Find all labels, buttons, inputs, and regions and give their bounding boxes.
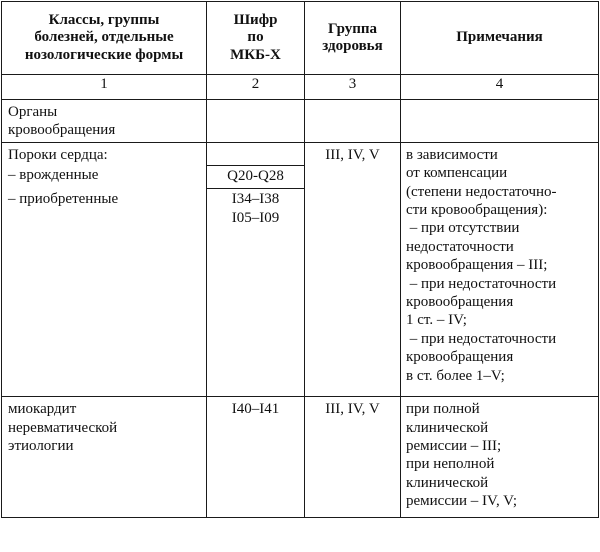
- icd-health-groups-table: [1, 1, 599, 518]
- health-groups-text: III, IV, V: [325, 146, 380, 163]
- heart-defects-notes: [401, 142, 599, 396]
- section-row: [2, 100, 599, 143]
- header-line: Шифр: [233, 11, 278, 28]
- header-row: [2, 2, 599, 75]
- heart-defects-title-text: Пороки сердца:: [8, 146, 108, 163]
- note-line: при неполной: [406, 456, 495, 473]
- section-title-cell: [2, 100, 207, 143]
- acquired-label-cell: [2, 189, 207, 397]
- note-line: – при отсутствии: [406, 220, 520, 237]
- column-number: 2: [207, 75, 305, 100]
- note-line: кровообращения – III;: [406, 257, 548, 274]
- acquired-label: – приобретенные: [8, 190, 119, 207]
- heart-defects-title: [2, 142, 207, 165]
- myocarditis-name-line: миокардит: [8, 401, 77, 418]
- note-line: 1 ст. – IV;: [406, 312, 467, 329]
- health-groups-text: III, IV, V: [325, 401, 380, 418]
- section-title-line: кровообращения: [8, 122, 116, 139]
- myocarditis-notes: [401, 397, 599, 517]
- myocarditis-health-groups: [305, 397, 401, 517]
- header-line: МКБ-Х: [230, 46, 281, 63]
- header-line: болезней, отдельные: [34, 29, 174, 46]
- column-number: 4: [401, 75, 599, 100]
- myocarditis-code-cell: [207, 397, 305, 517]
- heart-defects-title-row: [2, 142, 599, 165]
- column-number: 1: [2, 75, 207, 100]
- congenital-label-cell: [2, 165, 207, 188]
- myocarditis-name-cell: [2, 397, 207, 517]
- header-line: здоровья: [322, 38, 383, 54]
- myocarditis-code: I40–I41: [231, 401, 280, 418]
- empty-cell: [401, 100, 599, 143]
- note-line: кровообращения: [406, 294, 514, 311]
- section-title-line: Органы: [8, 104, 58, 120]
- note-line: – при недостаточности: [406, 330, 557, 347]
- column-number-row: [2, 75, 599, 100]
- note-line: в зависимости: [406, 146, 498, 163]
- header-notes: [401, 2, 599, 75]
- note-line: недостаточности: [406, 238, 514, 255]
- acquired-codes-cell: [207, 189, 305, 397]
- congenital-label: – врожденные: [8, 167, 99, 184]
- column-number: 3: [305, 75, 401, 100]
- acquired-code: I05–I09: [231, 209, 280, 226]
- note-line: – при недостаточности: [406, 275, 557, 292]
- header-line: нозологические формы: [24, 46, 184, 63]
- empty-cell: [207, 142, 305, 165]
- note-line: клинической: [406, 419, 489, 436]
- header-disease-class: [2, 2, 207, 75]
- empty-cell: [305, 100, 401, 143]
- myocarditis-name-line: неревматической: [8, 419, 118, 436]
- header-line: Примечания: [456, 29, 543, 46]
- note-line: клинической: [406, 474, 489, 491]
- header-line: Классы, группы: [48, 11, 160, 28]
- congenital-code-cell: [207, 165, 305, 188]
- acquired-code: I34–I38: [231, 191, 280, 208]
- myocarditis-name-line: этиологии: [8, 437, 74, 454]
- header-icd-code: [207, 2, 305, 75]
- header-line: Группа: [327, 20, 378, 37]
- myocarditis-row: [2, 397, 599, 517]
- note-line: при полной: [406, 401, 480, 418]
- note-line: ремиссии – IV, V;: [406, 493, 518, 510]
- note-line: ремиссии – III;: [406, 437, 502, 454]
- heart-defects-health-groups: [305, 142, 401, 396]
- header-health-group: [305, 2, 401, 75]
- note-line: от компенсации: [406, 165, 508, 182]
- note-line: в ст. более 1–V;: [406, 367, 505, 384]
- empty-cell: [207, 100, 305, 143]
- note-line: сти кровообращения):: [406, 202, 548, 219]
- note-line: кровообращения: [406, 349, 514, 366]
- header-line: по: [247, 29, 264, 46]
- note-line: (степени недостаточно-: [406, 183, 557, 200]
- congenital-code: Q20-Q28: [227, 167, 284, 184]
